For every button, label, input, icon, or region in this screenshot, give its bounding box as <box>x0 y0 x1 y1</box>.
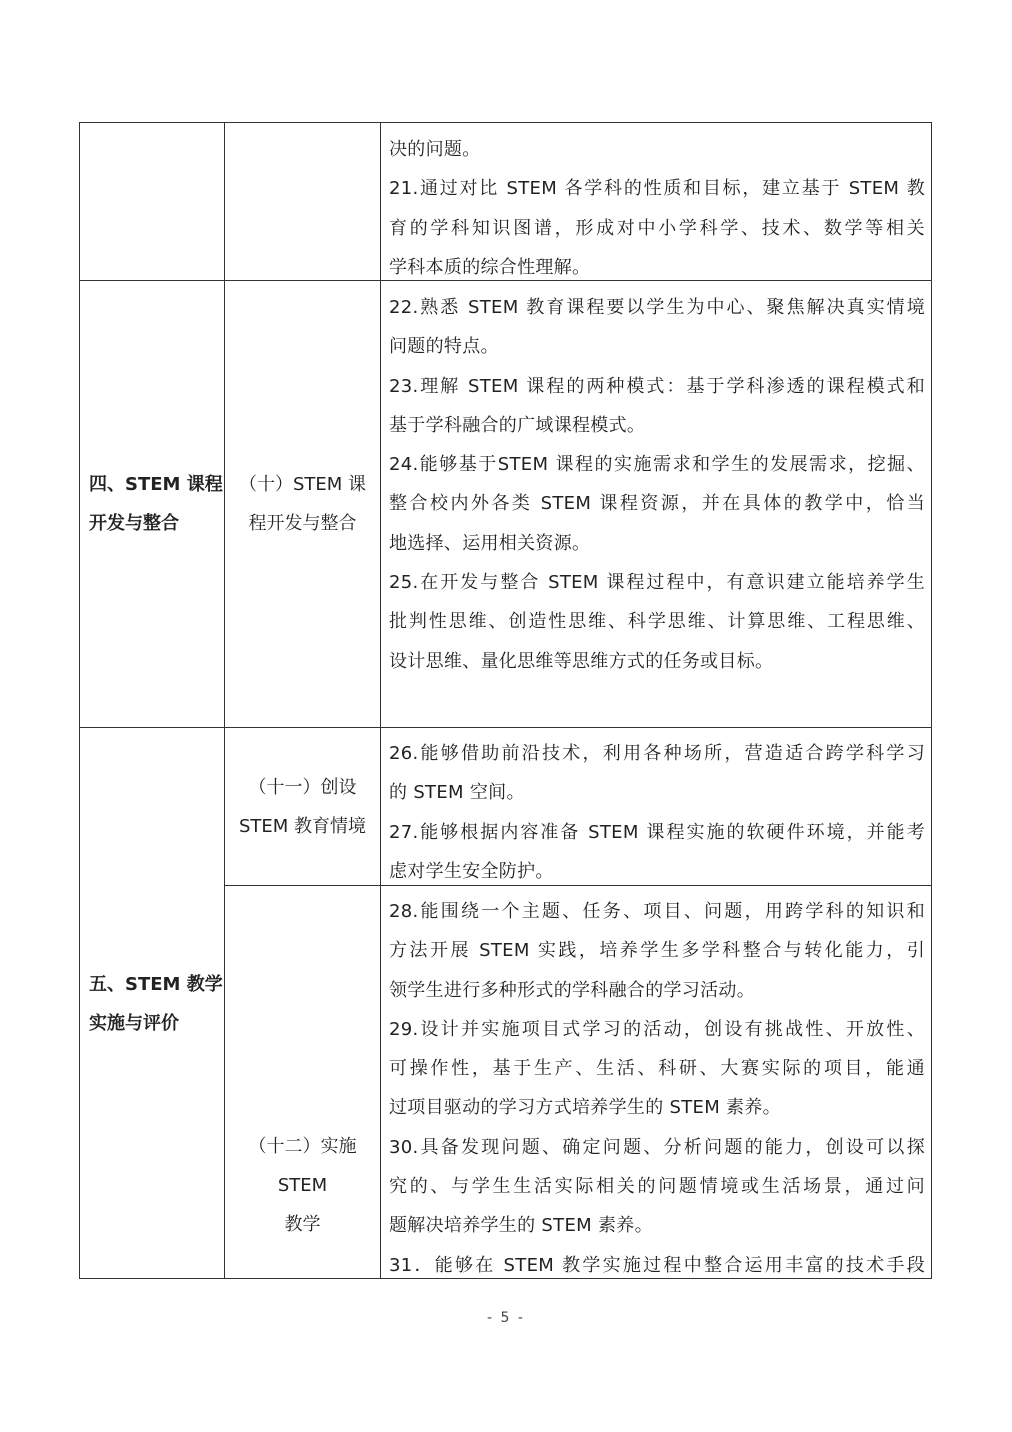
category-label-line: 开发与整合 <box>89 513 179 534</box>
content-line: 领学生进行多种形式的学科融合的学习活动。 <box>389 979 755 1001</box>
content-line: 30.具备发现问题、确定问题、分析问题的能力，创设可以探 <box>389 1136 925 1158</box>
content-line: 22.熟悉 STEM 教育课程要以学生为中心、聚焦解决真实情境 <box>389 297 925 318</box>
content-line: 23.理解 STEM 课程的两种模式：基于学科渗透的课程模式和 <box>389 375 925 397</box>
content-line: 方法开展 STEM 实践，培养学生多学科整合与转化能力，引 <box>389 940 925 962</box>
subcategory-cell-curriculum <box>225 281 380 727</box>
content-line: 育的学科知识图谱，形成对中小学科学、技术、数学等相关 <box>389 217 925 239</box>
content-line: 可操作性，基于生产、生活、科研、大赛实际的项目，能通 <box>389 1058 925 1080</box>
content-line: 设计思维、量化思维等思维方式的任务或目标。 <box>389 650 774 672</box>
content-line: 基于学科融合的广域课程模式。 <box>389 414 646 436</box>
subcategory-label-line: （十二）实施 <box>248 1136 357 1157</box>
row1-content <box>389 130 925 287</box>
category-label-line: 五、STEM 教学 <box>89 973 223 995</box>
content-line: 虑对学生安全防护。 <box>389 860 554 882</box>
category-label-line: 实施与评价 <box>89 1012 179 1034</box>
subcategory-label-line: 程开发与整合 <box>248 513 357 534</box>
subcategory-label-line: STEM <box>277 1175 328 1196</box>
row3a-content <box>389 734 925 891</box>
content-line: 整合校内外各类 STEM 课程资源，并在具体的教学中，恰当 <box>389 493 925 515</box>
content-line: 21.通过对比 STEM 各学科的性质和目标，建立基于 STEM 教 <box>389 178 925 200</box>
content-line: 28.能围绕一个主题、任务、项目、问题，用跨学科的知识和 <box>389 901 925 922</box>
content-line: 学科本质的综合性理解。 <box>389 256 591 278</box>
content-line: 25.在开发与整合 STEM 课程过程中，有意识建立能培养学生 <box>389 572 925 594</box>
category-cell-teaching <box>80 728 224 1279</box>
content-line: 27.能够根据内容准备 STEM 课程实施的软硬件环境，并能考 <box>389 821 925 843</box>
content-line: 地选择、运用相关资源。 <box>389 532 591 554</box>
content-line: 29.设计并实施项目式学习的活动，创设有挑战性、开放性、 <box>389 1018 925 1040</box>
table-divider-col2 <box>380 122 381 1279</box>
content-line: 究的、与学生生活实际相关的问题情境或生活场景，通过问 <box>389 1176 925 1198</box>
subcategory-cell-teaching <box>225 886 380 1279</box>
category-cell-curriculum <box>80 281 224 727</box>
row2-content <box>389 288 925 681</box>
content-line: 26.能够借助前沿技术，利用各种场所，营造适合跨学科学习 <box>389 743 925 764</box>
page-number: - 5 - <box>487 1310 525 1326</box>
category-label-line: 四、STEM 课程 <box>89 474 223 495</box>
content-line: 批判性思维、创造性思维、科学思维、计算思维、工程思维、 <box>389 611 925 633</box>
subcategory-label-line: （十一）创设 <box>248 776 357 798</box>
content-line: 31．能够在 STEM 教学实施过程中整合运用丰富的技术手段 <box>389 1254 925 1276</box>
content-line: 问题的特点。 <box>389 336 499 358</box>
row3b-content <box>389 892 925 1285</box>
subcategory-cell-environment <box>225 728 380 885</box>
subcategory-label-line: 教学 <box>284 1214 321 1235</box>
content-line: 的 STEM 空间。 <box>389 782 525 804</box>
content-line: 过项目驱动的学习方式培养学生的 STEM 素养。 <box>389 1097 781 1119</box>
content-line: 题解决培养学生的 STEM 素养。 <box>389 1215 653 1237</box>
content-line: 决的问题。 <box>389 139 481 160</box>
content-line: 24.能够基于STEM 课程的实施需求和学生的发展需求，挖掘、 <box>389 454 925 476</box>
subcategory-label-line: （十）STEM 课 <box>238 474 367 495</box>
subcategory-label-line: STEM 教育情境 <box>238 815 367 837</box>
